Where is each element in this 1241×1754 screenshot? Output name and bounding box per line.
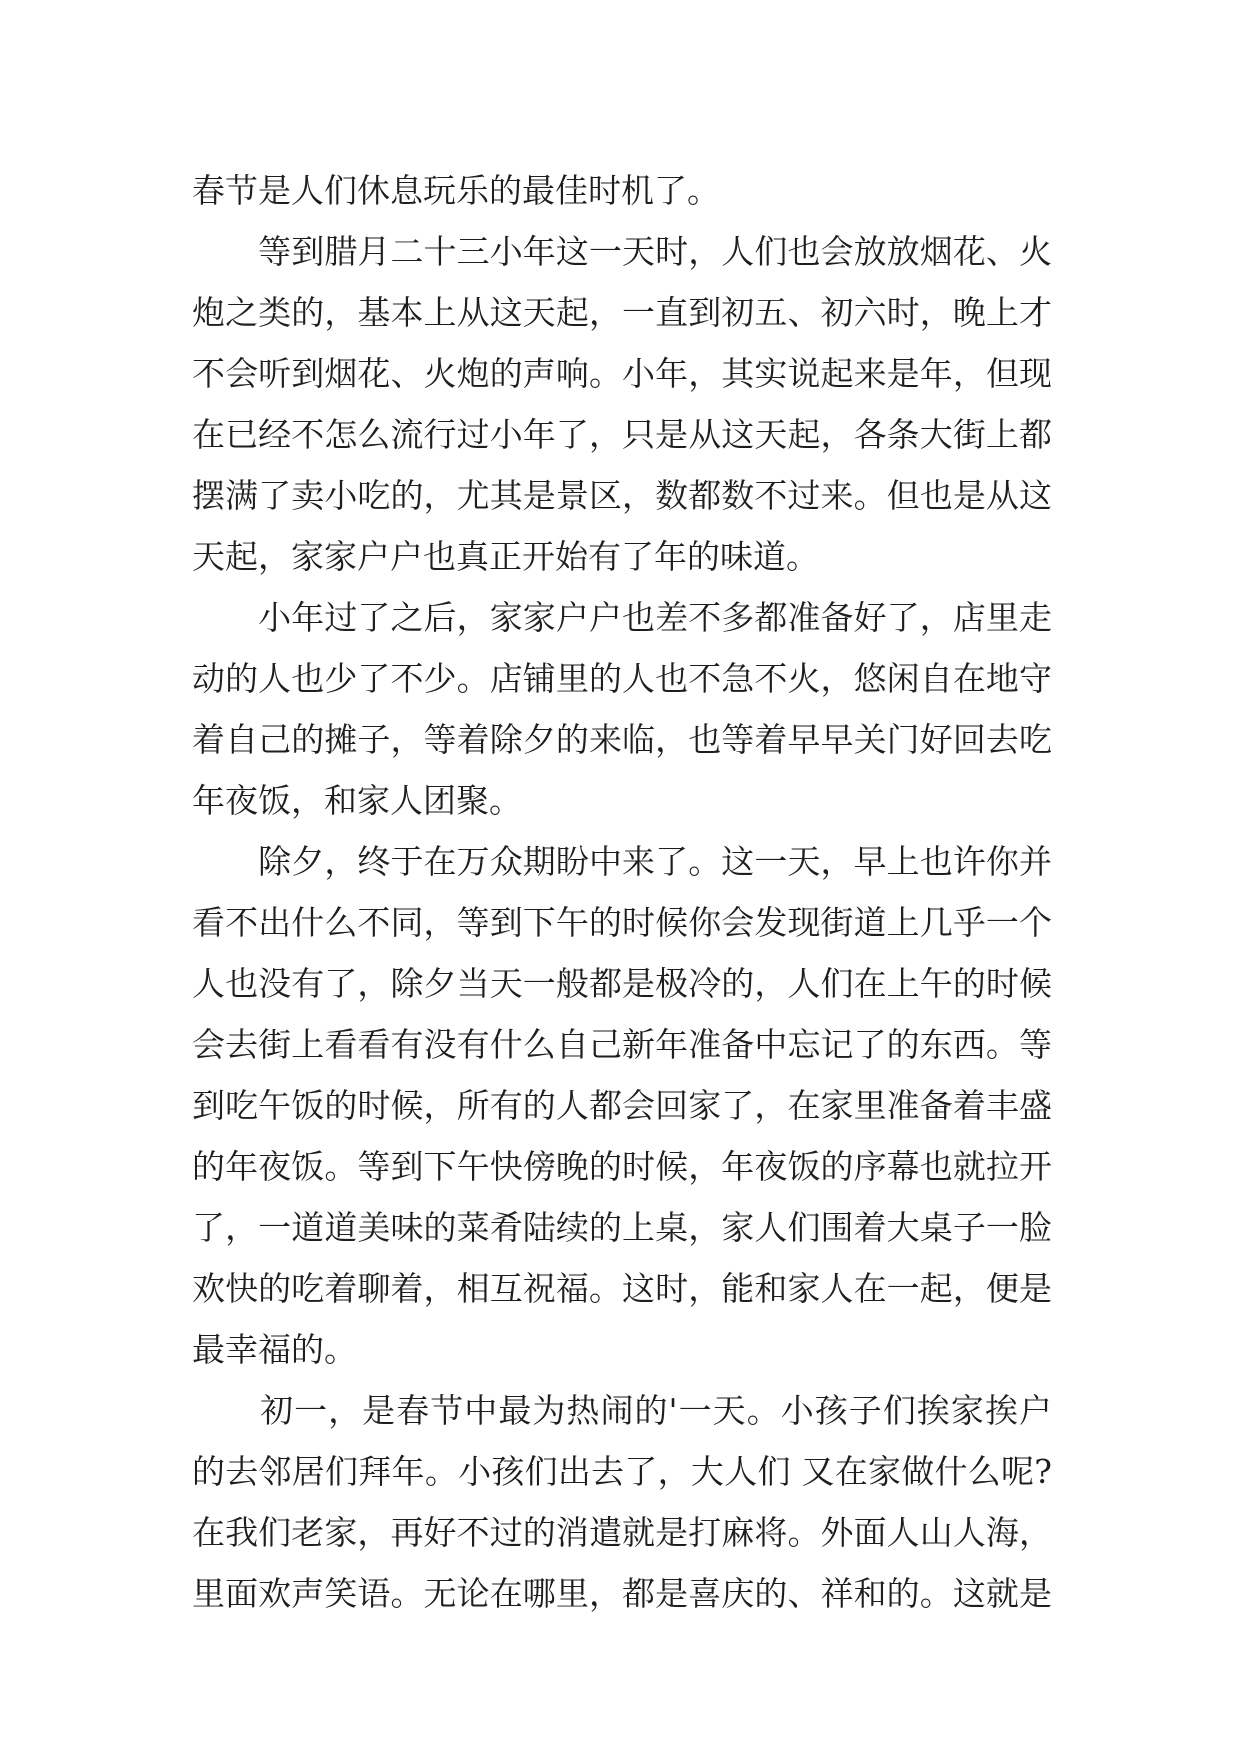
text-line: 的去邻居们拜年。小孩们出去了，大人们 又在家做什么呢? bbox=[192, 1452, 1052, 1491]
paragraph bbox=[192, 160, 1052, 221]
paragraph bbox=[192, 831, 1052, 1380]
text-line: 天起，家家户户也真正开始有了年的味道。 bbox=[192, 537, 819, 576]
paragraph bbox=[192, 1380, 1052, 1624]
text-line: 人也没有了，除夕当天一般都是极冷的，人们在上午的时候 bbox=[192, 964, 1052, 1003]
text-line: 了，一道道美味的菜肴陆续的上桌，家人们围着大桌子一脸 bbox=[192, 1208, 1052, 1247]
text-line: 欢快的吃着聊着，相互祝福。这时，能和家人在一起，便是 bbox=[192, 1269, 1052, 1308]
text-line: 小年过了之后，家家户户也差不多都准备好了，店里走 bbox=[192, 598, 1052, 637]
text-line: 看不出什么不同，等到下午的时候你会发现街道上几乎一个 bbox=[192, 903, 1052, 942]
paragraph bbox=[192, 221, 1052, 587]
text-line: 春节是人们休息玩乐的最佳时机了。 bbox=[192, 171, 720, 210]
text-line: 等到腊月二十三小年这一天时，人们也会放放烟花、火 bbox=[192, 232, 1052, 271]
text-line: 着自己的摊子，等着除夕的来临，也等着早早关门好回去吃 bbox=[192, 720, 1052, 759]
paragraph bbox=[192, 587, 1052, 831]
text-line: 到吃午饭的时候，所有的人都会回家了，在家里准备着丰盛 bbox=[192, 1086, 1052, 1125]
text-line: 初一，是春节中最为热闹的'一天。小孩子们挨家挨户 bbox=[192, 1391, 1052, 1430]
text-line: 最幸福的。 bbox=[192, 1330, 357, 1369]
text-line: 除夕，终于在万众期盼中来了。这一天，早上也许你并 bbox=[192, 842, 1052, 881]
text-line: 动的人也少了不少。店铺里的人也不急不火，悠闲自在地守 bbox=[192, 659, 1052, 698]
article-body bbox=[192, 160, 1052, 1624]
text-line: 摆满了卖小吃的，尤其是景区，数都数不过来。但也是从这 bbox=[192, 476, 1052, 515]
text-line: 在我们老家，再好不过的消遣就是打麻将。外面人山人海， bbox=[192, 1513, 1052, 1552]
text-line: 炮之类的，基本上从这天起，一直到初五、初六时，晚上才 bbox=[192, 293, 1052, 332]
text-line: 会去街上看看有没有什么自己新年准备中忘记了的东西。等 bbox=[192, 1025, 1052, 1064]
text-line: 年夜饭，和家人团聚。 bbox=[192, 781, 522, 820]
text-line: 里面欢声笑语。无论在哪里，都是喜庆的、祥和的。这就是 bbox=[192, 1574, 1052, 1613]
text-line: 在已经不怎么流行过小年了，只是从这天起，各条大街上都 bbox=[192, 415, 1052, 454]
text-line: 不会听到烟花、火炮的声响。小年，其实说起来是年，但现 bbox=[192, 354, 1052, 393]
text-line: 的年夜饭。等到下午快傍晚的时候，年夜饭的序幕也就拉开 bbox=[192, 1147, 1052, 1186]
